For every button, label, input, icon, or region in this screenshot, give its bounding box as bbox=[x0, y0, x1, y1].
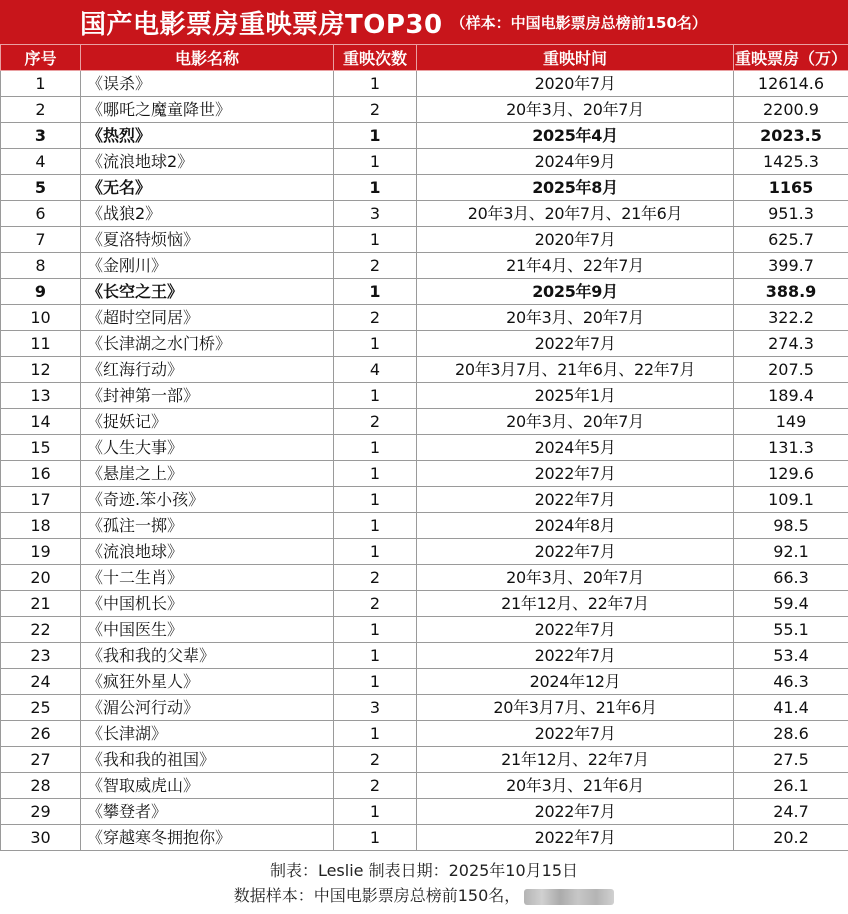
cell-box-office: 399.7 bbox=[734, 253, 848, 279]
cell-movie-name: 《红海行动》 bbox=[81, 357, 334, 383]
cell-rerelease-time: 2020年7月 bbox=[417, 71, 734, 97]
cell-rerelease-time: 2022年7月 bbox=[417, 461, 734, 487]
cell-rank: 22 bbox=[1, 617, 81, 643]
table-header-row bbox=[1, 45, 848, 71]
cell-box-office: 66.3 bbox=[734, 565, 848, 591]
cell-movie-name: 《误杀》 bbox=[81, 71, 334, 97]
cell-box-office: 625.7 bbox=[734, 227, 848, 253]
cell-rerelease-time: 2022年7月 bbox=[417, 617, 734, 643]
footer-source-line bbox=[0, 883, 848, 908]
table-row bbox=[1, 539, 848, 565]
table-row bbox=[1, 331, 848, 357]
cell-box-office: 322.2 bbox=[734, 305, 848, 331]
cell-rerelease-count: 1 bbox=[334, 669, 417, 695]
table-row bbox=[1, 591, 848, 617]
cell-rerelease-count: 1 bbox=[334, 435, 417, 461]
cell-box-office: 951.3 bbox=[734, 201, 848, 227]
cell-box-office: 24.7 bbox=[734, 799, 848, 825]
table-row bbox=[1, 383, 848, 409]
cell-rerelease-count: 1 bbox=[334, 825, 417, 851]
cell-rank: 14 bbox=[1, 409, 81, 435]
cell-box-office: 1165 bbox=[734, 175, 848, 201]
table-row bbox=[1, 825, 848, 851]
cell-rerelease-count: 1 bbox=[334, 617, 417, 643]
cell-rerelease-time: 20年3月、21年6月 bbox=[417, 773, 734, 799]
header-rank: 序号 bbox=[1, 45, 81, 71]
footer bbox=[0, 854, 848, 914]
cell-rank: 5 bbox=[1, 175, 81, 201]
cell-rank: 3 bbox=[1, 123, 81, 149]
cell-rerelease-time: 2022年7月 bbox=[417, 721, 734, 747]
cell-rerelease-count: 1 bbox=[334, 461, 417, 487]
cell-rank: 19 bbox=[1, 539, 81, 565]
cell-rerelease-count: 2 bbox=[334, 565, 417, 591]
cell-movie-name: 《金刚川》 bbox=[81, 253, 334, 279]
cell-movie-name: 《攀登者》 bbox=[81, 799, 334, 825]
cell-rerelease-count: 1 bbox=[334, 513, 417, 539]
cell-rank: 13 bbox=[1, 383, 81, 409]
cell-movie-name: 《中国医生》 bbox=[81, 617, 334, 643]
table-row bbox=[1, 123, 848, 149]
table-row bbox=[1, 149, 848, 175]
cell-rerelease-time: 2025年9月 bbox=[417, 279, 734, 305]
cell-rank: 8 bbox=[1, 253, 81, 279]
table-row bbox=[1, 97, 848, 123]
footer-credit: 制表：Leslie 制表日期：2025年10月15日 bbox=[269, 861, 579, 880]
table-row bbox=[1, 773, 848, 799]
cell-rank: 21 bbox=[1, 591, 81, 617]
cell-rerelease-time: 2025年4月 bbox=[417, 123, 734, 149]
cell-box-office: 26.1 bbox=[734, 773, 848, 799]
cell-rank: 27 bbox=[1, 747, 81, 773]
cell-rank: 25 bbox=[1, 695, 81, 721]
cell-movie-name: 《战狼2》 bbox=[81, 201, 334, 227]
cell-rerelease-count: 2 bbox=[334, 747, 417, 773]
cell-rerelease-time: 20年3月、20年7月、21年6月 bbox=[417, 201, 734, 227]
cell-box-office: 109.1 bbox=[734, 487, 848, 513]
cell-rerelease-time: 21年4月、22年7月 bbox=[417, 253, 734, 279]
cell-rerelease-time: 21年12月、22年7月 bbox=[417, 747, 734, 773]
cell-rank: 29 bbox=[1, 799, 81, 825]
table-row bbox=[1, 799, 848, 825]
cell-movie-name: 《热烈》 bbox=[81, 123, 334, 149]
cell-rerelease-time: 2024年9月 bbox=[417, 149, 734, 175]
cell-rerelease-count: 1 bbox=[334, 123, 417, 149]
cell-rerelease-time: 2022年7月 bbox=[417, 539, 734, 565]
cell-movie-name: 《流浪地球》 bbox=[81, 539, 334, 565]
page-subtitle: （样本：中国电影票房总榜前150名） bbox=[450, 13, 707, 32]
cell-rank: 10 bbox=[1, 305, 81, 331]
cell-rerelease-time: 20年3月、20年7月 bbox=[417, 97, 734, 123]
cell-rank: 20 bbox=[1, 565, 81, 591]
cell-movie-name: 《超时空同居》 bbox=[81, 305, 334, 331]
cell-rerelease-time: 20年3月、20年7月 bbox=[417, 409, 734, 435]
table-row bbox=[1, 747, 848, 773]
cell-box-office: 20.2 bbox=[734, 825, 848, 851]
cell-rerelease-count: 1 bbox=[334, 487, 417, 513]
cell-rerelease-time: 20年3月7月、21年6月 bbox=[417, 695, 734, 721]
table-row bbox=[1, 71, 848, 97]
cell-movie-name: 《流浪地球2》 bbox=[81, 149, 334, 175]
cell-movie-name: 《我和我的父辈》 bbox=[81, 643, 334, 669]
cell-rerelease-count: 1 bbox=[334, 383, 417, 409]
cell-rerelease-time: 2025年8月 bbox=[417, 175, 734, 201]
table-row bbox=[1, 617, 848, 643]
table-row bbox=[1, 175, 848, 201]
cell-rank: 16 bbox=[1, 461, 81, 487]
cell-movie-name: 《湄公河行动》 bbox=[81, 695, 334, 721]
cell-rerelease-count: 1 bbox=[334, 149, 417, 175]
cell-movie-name: 《人生大事》 bbox=[81, 435, 334, 461]
cell-rerelease-time: 21年12月、22年7月 bbox=[417, 591, 734, 617]
table-row bbox=[1, 695, 848, 721]
cell-rank: 23 bbox=[1, 643, 81, 669]
header-count: 重映次数 bbox=[334, 45, 417, 71]
cell-rerelease-count: 4 bbox=[334, 357, 417, 383]
page-title: 国产电影票房重映票房TOP30 bbox=[80, 9, 443, 40]
cell-rank: 24 bbox=[1, 669, 81, 695]
table-row bbox=[1, 721, 848, 747]
cell-rerelease-count: 3 bbox=[334, 695, 417, 721]
cell-box-office: 12614.6 bbox=[734, 71, 848, 97]
cell-rank: 28 bbox=[1, 773, 81, 799]
cell-box-office: 59.4 bbox=[734, 591, 848, 617]
cell-movie-name: 《悬崖之上》 bbox=[81, 461, 334, 487]
cell-movie-name: 《封神第一部》 bbox=[81, 383, 334, 409]
watermark-smudge bbox=[524, 889, 614, 905]
cell-box-office: 98.5 bbox=[734, 513, 848, 539]
cell-movie-name: 《中国机长》 bbox=[81, 591, 334, 617]
cell-rank: 30 bbox=[1, 825, 81, 851]
cell-rerelease-time: 2024年8月 bbox=[417, 513, 734, 539]
cell-rank: 4 bbox=[1, 149, 81, 175]
cell-rank: 2 bbox=[1, 97, 81, 123]
cell-rerelease-count: 3 bbox=[334, 201, 417, 227]
cell-rerelease-count: 2 bbox=[334, 97, 417, 123]
cell-rerelease-count: 1 bbox=[334, 721, 417, 747]
cell-rerelease-time: 20年3月、20年7月 bbox=[417, 305, 734, 331]
cell-box-office: 1425.3 bbox=[734, 149, 848, 175]
cell-rerelease-time: 2022年7月 bbox=[417, 799, 734, 825]
cell-rerelease-count: 1 bbox=[334, 799, 417, 825]
cell-box-office: 92.1 bbox=[734, 539, 848, 565]
cell-box-office: 149 bbox=[734, 409, 848, 435]
title-bar bbox=[0, 0, 848, 44]
cell-rerelease-time: 2024年5月 bbox=[417, 435, 734, 461]
cell-rank: 1 bbox=[1, 71, 81, 97]
cell-rerelease-count: 1 bbox=[334, 643, 417, 669]
cell-movie-name: 《智取威虎山》 bbox=[81, 773, 334, 799]
cell-rerelease-count: 1 bbox=[334, 227, 417, 253]
table-row bbox=[1, 279, 848, 305]
cell-rerelease-count: 2 bbox=[334, 591, 417, 617]
cell-rerelease-count: 2 bbox=[334, 305, 417, 331]
cell-box-office: 2200.9 bbox=[734, 97, 848, 123]
cell-rank: 7 bbox=[1, 227, 81, 253]
table-row bbox=[1, 461, 848, 487]
cell-rank: 17 bbox=[1, 487, 81, 513]
cell-rerelease-time: 2022年7月 bbox=[417, 825, 734, 851]
cell-rerelease-time: 2020年7月 bbox=[417, 227, 734, 253]
cell-movie-name: 《奇迹.笨小孩》 bbox=[81, 487, 334, 513]
cell-box-office: 53.4 bbox=[734, 643, 848, 669]
cell-rerelease-time: 2025年1月 bbox=[417, 383, 734, 409]
table-row bbox=[1, 669, 848, 695]
cell-rerelease-count: 1 bbox=[334, 539, 417, 565]
table-row bbox=[1, 435, 848, 461]
cell-movie-name: 《哪吒之魔童降世》 bbox=[81, 97, 334, 123]
table-body bbox=[1, 71, 848, 851]
cell-movie-name: 《捉妖记》 bbox=[81, 409, 334, 435]
cell-rerelease-count: 2 bbox=[334, 409, 417, 435]
cell-rank: 15 bbox=[1, 435, 81, 461]
cell-rerelease-time: 2022年7月 bbox=[417, 643, 734, 669]
table-row bbox=[1, 487, 848, 513]
cell-box-office: 129.6 bbox=[734, 461, 848, 487]
table-row bbox=[1, 227, 848, 253]
cell-box-office: 46.3 bbox=[734, 669, 848, 695]
cell-movie-name: 《无名》 bbox=[81, 175, 334, 201]
cell-movie-name: 《我和我的祖国》 bbox=[81, 747, 334, 773]
cell-movie-name: 《疯狂外星人》 bbox=[81, 669, 334, 695]
cell-movie-name: 《长空之王》 bbox=[81, 279, 334, 305]
table-row bbox=[1, 253, 848, 279]
cell-rank: 9 bbox=[1, 279, 81, 305]
cell-movie-name: 《长津湖》 bbox=[81, 721, 334, 747]
table-row bbox=[1, 201, 848, 227]
cell-rerelease-time: 2024年12月 bbox=[417, 669, 734, 695]
table-row bbox=[1, 357, 848, 383]
cell-rerelease-count: 1 bbox=[334, 175, 417, 201]
table-row bbox=[1, 643, 848, 669]
cell-box-office: 131.3 bbox=[734, 435, 848, 461]
cell-box-office: 55.1 bbox=[734, 617, 848, 643]
cell-rerelease-time: 2022年7月 bbox=[417, 331, 734, 357]
cell-rerelease-count: 2 bbox=[334, 253, 417, 279]
cell-rerelease-count: 1 bbox=[334, 279, 417, 305]
cell-box-office: 27.5 bbox=[734, 747, 848, 773]
cell-movie-name: 《穿越寒冬拥抱你》 bbox=[81, 825, 334, 851]
cell-rerelease-time: 20年3月、20年7月 bbox=[417, 565, 734, 591]
cell-rerelease-time: 2022年7月 bbox=[417, 487, 734, 513]
cell-movie-name: 《夏洛特烦恼》 bbox=[81, 227, 334, 253]
cell-rank: 11 bbox=[1, 331, 81, 357]
cell-box-office: 388.9 bbox=[734, 279, 848, 305]
cell-movie-name: 《孤注一掷》 bbox=[81, 513, 334, 539]
cell-movie-name: 《十二生肖》 bbox=[81, 565, 334, 591]
cell-rerelease-time: 20年3月7月、21年6月、22年7月 bbox=[417, 357, 734, 383]
cell-rerelease-count: 2 bbox=[334, 773, 417, 799]
cell-box-office: 207.5 bbox=[734, 357, 848, 383]
cell-rank: 26 bbox=[1, 721, 81, 747]
cell-box-office: 274.3 bbox=[734, 331, 848, 357]
cell-box-office: 28.6 bbox=[734, 721, 848, 747]
cell-box-office: 41.4 bbox=[734, 695, 848, 721]
table-row bbox=[1, 513, 848, 539]
cell-movie-name: 《长津湖之水门桥》 bbox=[81, 331, 334, 357]
cell-rank: 6 bbox=[1, 201, 81, 227]
cell-rerelease-count: 1 bbox=[334, 71, 417, 97]
table-row bbox=[1, 409, 848, 435]
header-time: 重映时间 bbox=[417, 45, 734, 71]
footer-source: 数据样本：中国电影票房总榜前150名， bbox=[233, 886, 521, 905]
header-box-office: 重映票房（万） bbox=[734, 45, 848, 71]
header-name: 电影名称 bbox=[81, 45, 334, 71]
table-row bbox=[1, 565, 848, 591]
cell-box-office: 2023.5 bbox=[734, 123, 848, 149]
box-office-table bbox=[0, 44, 848, 851]
table-row bbox=[1, 305, 848, 331]
cell-rerelease-count: 1 bbox=[334, 331, 417, 357]
cell-box-office: 189.4 bbox=[734, 383, 848, 409]
cell-rank: 18 bbox=[1, 513, 81, 539]
cell-rank: 12 bbox=[1, 357, 81, 383]
